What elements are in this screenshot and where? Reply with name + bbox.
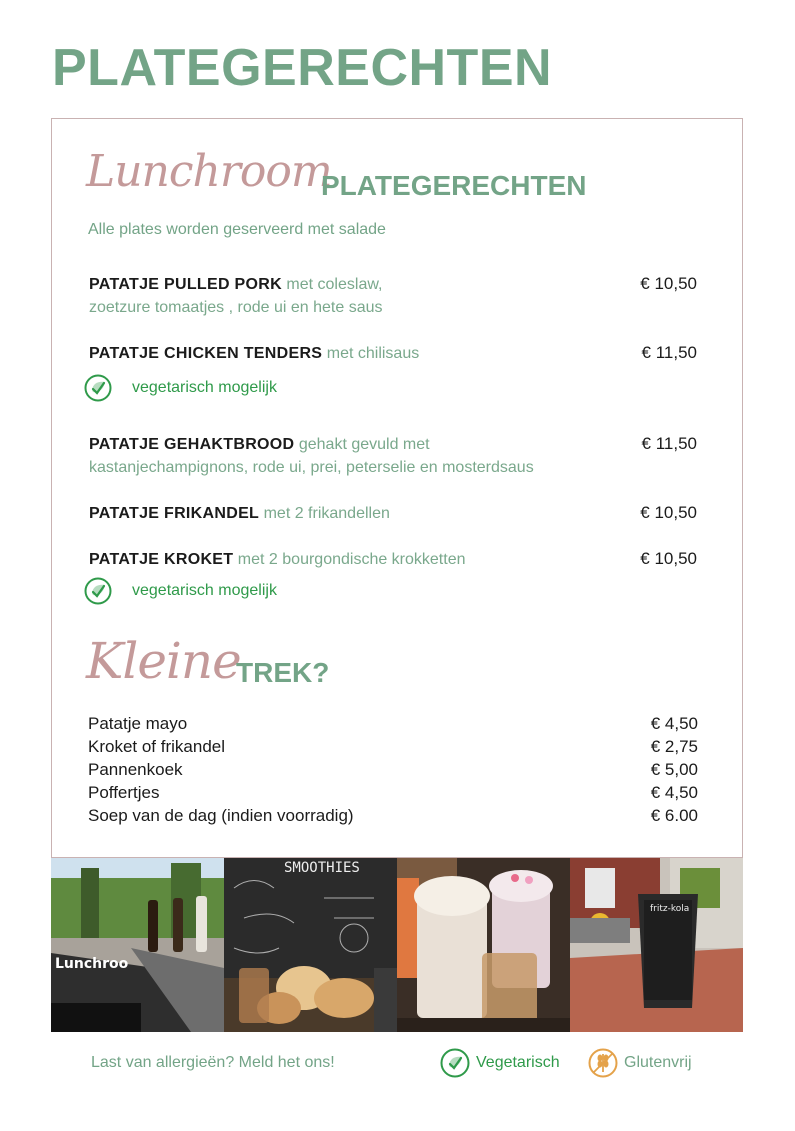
list-item-name: Kroket of frikandel [88, 737, 226, 756]
section-script-kleine: Kleine [86, 632, 241, 690]
legend-vegetarian [440, 1048, 560, 1078]
menu-item-name: PATATJE KROKET [89, 551, 234, 568]
menu-item-desc: met chilisaus [322, 345, 420, 362]
menu-item-price: € 10,50 [640, 549, 697, 568]
menu-item-name: PATATJE PULLED PORK [89, 276, 282, 293]
menu-item [89, 342, 419, 365]
list-item-name: Poffertjes [88, 783, 160, 802]
legend-glutenfree [588, 1048, 692, 1078]
vegetarian-note [84, 373, 277, 403]
menu-item [89, 548, 466, 571]
list-item-price: € 4,50 [650, 714, 698, 733]
menu-item-price: € 10,50 [640, 274, 697, 293]
allergy-notice: Last van allergieën? Meld het ons! [91, 1054, 335, 1071]
section-subtitle: Alle plates worden geserveerd met salade [88, 221, 386, 238]
photo-sign-text: SMOOTHIES [284, 860, 360, 876]
leaf-check-icon [84, 374, 112, 402]
menu-item-price: € 11,50 [641, 434, 697, 453]
menu-item [89, 433, 534, 479]
menu-item-name: PATATJE GEHAKTBROOD [89, 436, 295, 453]
photo-smoothie-chalkboard [224, 858, 397, 1032]
menu-item-desc: gehakt gevuld met [294, 436, 430, 453]
menu-item-price: € 11,50 [641, 343, 697, 362]
menu-item-name: PATATJE FRIKANDEL [89, 505, 260, 522]
section-heading-trek: TREK? [236, 657, 330, 688]
list-item [88, 712, 698, 735]
list-item-price: € 6.00 [650, 806, 698, 825]
legend-vegetarian-label: Vegetarisch [476, 1054, 560, 1071]
photo-strip [51, 858, 743, 1032]
menu-item-desc: met coleslaw, [281, 276, 383, 293]
leaf-check-icon [84, 577, 112, 605]
photo-street-sign [570, 858, 743, 1032]
list-item-price: € 5,00 [650, 760, 698, 779]
vegetarian-icon [440, 1048, 470, 1078]
menu-item-name: PATATJE CHICKEN TENDERS [89, 345, 323, 362]
list-item-name: Pannenkoek [88, 760, 183, 779]
vegetarian-note-label: vegetarisch mogelijk [132, 582, 277, 599]
list-item [88, 804, 698, 827]
photo-sign-text: fritz-kola [650, 904, 690, 914]
section-heading-plategerechten: PLATEGERECHTEN [321, 170, 587, 201]
photo-terrace-bar [51, 858, 224, 1032]
small-bites-list [88, 712, 698, 827]
list-item-price: € 2,75 [650, 737, 698, 756]
photo-milkshakes [397, 858, 570, 1032]
list-item-name: Patatje mayo [88, 714, 188, 733]
vegetarian-note [84, 576, 277, 606]
menu-item-desc-line2: kastanjechampignons, rode ui, prei, peterselie en mosterdsaus [89, 459, 534, 476]
menu-item-desc: met 2 frikandellen [259, 505, 390, 522]
section-script-lunchroom: Lunchroom [86, 146, 332, 197]
photo-sign-text: Lunchroo [55, 956, 129, 972]
menu-item-price: € 10,50 [640, 503, 697, 522]
menu-item-desc: met 2 bourgondische krokketten [233, 551, 466, 568]
list-item [88, 758, 698, 781]
list-item [88, 781, 698, 804]
menu-item [89, 502, 390, 525]
menu-item [89, 273, 383, 319]
list-item-price: € 4,50 [650, 783, 698, 802]
vegetarian-note-label: vegetarisch mogelijk [132, 379, 277, 396]
menu-item-desc-line2: zoetzure tomaatjes , rode ui en hete saus [89, 299, 383, 316]
list-item-name: Soep van de dag (indien voorradig) [88, 806, 354, 825]
list-item [88, 735, 698, 758]
gluten-free-icon [588, 1048, 618, 1078]
page-title: PLATEGERECHTEN [52, 39, 553, 97]
legend-glutenfree-label: Glutenvrij [624, 1054, 692, 1071]
